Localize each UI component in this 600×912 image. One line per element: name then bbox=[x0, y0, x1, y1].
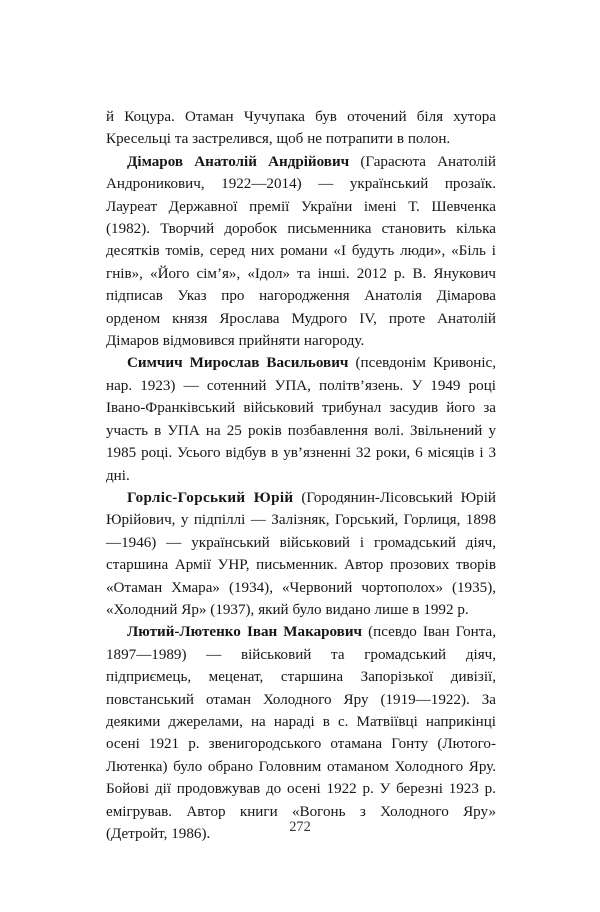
entry-name-horlis-horskyi: Горліс-Горський Юрій bbox=[127, 489, 294, 506]
paragraph-dimarov bbox=[106, 151, 496, 353]
paragraph-chuchupaka-continued bbox=[106, 106, 496, 151]
page-number: 272 bbox=[289, 819, 311, 835]
paragraph-body: (псевдонім Кривоніс, нар. 1923) — сотенний УПА, політв’язень. У 1949 році Івано-Франківський військовий трибунал засудив його за участь в УПА на 25 років позбавлення волі. Звільнений у 1985 році. Усього відбув в ув’язненні 32 роки, 6 місяців і 3 дні. bbox=[106, 355, 496, 484]
page-text-block bbox=[106, 106, 496, 845]
entry-name-dimarov: Дімаров Анатолій Андрійович bbox=[127, 153, 350, 170]
paragraph-symchych bbox=[106, 352, 496, 486]
paragraph-body: (Городянин-Лісовський Юрій Юрійович, у підпіллі — Залізняк, Горський, Горлиця, 1898—1946) — український військовий і громадський діяч, старшина Армії УНР, письменник. Автор прозових творів «Отаман Хмара» (1934), «Червоний чортополох» (1935), «Холодний Яр» (1937), який було видано лише в 1992 р. bbox=[106, 489, 496, 618]
paragraph-body: (Гарасюта Анатолій Андроникович, 1922—2014) — український прозаїк. Лауреат Державної премії України імені Т. Шевченка (1982). Творчий доробок письменника становить кілька десятків томів, серед них романи «І будуть люди», «Біль і гнів», «Його сім’я», «Ідол» та інші. 2012 р. В. Янукович підписав Указ про нагородження Анатолія Дімарова орденом князя Ярослава Мудрого IV, проте Анатолій Дімаров відмовився прийняти нагороду. bbox=[106, 153, 496, 350]
entry-name-liutyi-liutenko: Лютий-Лютенко Іван Макарович bbox=[127, 624, 363, 641]
paragraph-horlis-horskyi bbox=[106, 487, 496, 621]
paragraph-body: й Коцура. Отаман Чучупака був оточений біля хутора Кресельці та застрелився, щоб не потрапити в полон. bbox=[106, 109, 496, 148]
entry-name-symchych: Симчич Мирослав Васильович bbox=[127, 355, 349, 372]
paragraph-body: (псевдо Іван Гонта, 1897—1989) — військовий та громадський діяч, підприємець, меценат, старшина Запорізької дивізії, повстанський отаман Холодного Яру (1919—1922). За деякими джерелами, на нараді в с. Матвіївці наприкінці осені 1921 р. звенигородського отамана Гонту (Лютого-Лютенка) було обрано Головним отаманом Холодного Яру. Бойові дії продовжував до осені 1922 р. У березні 1923 р. емігрував. Автор книги «Вогонь з Холодного Яру» (Детройт, 1986). bbox=[106, 624, 496, 842]
paragraph-liutyi-liutenko bbox=[106, 621, 496, 845]
